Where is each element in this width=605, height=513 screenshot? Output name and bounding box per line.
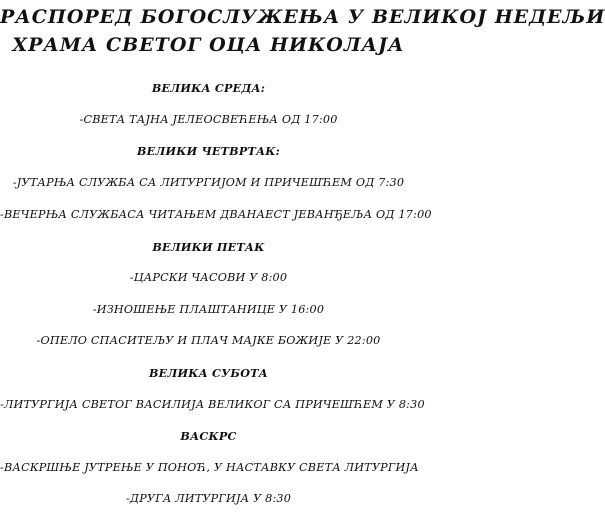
- schedule-item: -ЛИТУРГИЈА СВЕТОГ ВАСИЛИЈА ВЕЛИКОГ СА ПРИЧЕШЋЕМ У 8:30: [0, 398, 425, 411]
- schedule-item: -ИЗНОШЕЊЕ ПЛАШТАНИЦЕ У 16:00: [92, 303, 325, 316]
- day-heading-easter: ВАСКРС: [180, 429, 237, 443]
- schedule-item: -ДРУГА ЛИТУРГИЈА У 8:30: [125, 492, 292, 505]
- document-title-line-1: РАСПОРЕД БОГОСЛУЖЕЊА У ВЕЛИКОЈ НЕДЕЉИ: [0, 6, 605, 28]
- day-heading-saturday: ВЕЛИКА СУБОТА: [149, 366, 268, 380]
- day-heading-thursday: ВЕЛИКИ ЧЕТВРТАК:: [137, 144, 280, 158]
- schedule-item: -ЈУТАРЊА СЛУЖБА СА ЛИТУРГИЈОМ И ПРИЧЕШЋЕМ ОД 7:30: [12, 176, 405, 189]
- day-heading-friday: ВЕЛИКИ ПЕТАК: [152, 240, 265, 254]
- schedule-item: -ОПЕЛО СПАСИТЕЉУ И ПЛАЧ МАЈКЕ БОЖИЈЕ У 22:00: [36, 334, 381, 347]
- document-title-line-2: ХРАМА СВЕТОГ ОЦА НИКОЛАЈА: [12, 34, 405, 56]
- schedule-item: -ВЕЧЕРЊА СЛУЖБАСА ЧИТАЊЕМ ДВАНАЕСТ ЈЕВАНЂЕЉА ОД 17:00: [0, 208, 432, 221]
- day-heading-wednesday: ВЕЛИКА СРЕДА:: [151, 81, 266, 95]
- schedule-item: -ВАСКРШЊЕ ЈУТРЕЊЕ У ПОНОЋ, У НАСТАВКУ СВЕТА ЛИТУРГИЈА: [0, 461, 419, 474]
- schedule-item: -СВЕТА ТАЈНА ЈЕЛЕОСВЕЋЕЊА ОД 17:00: [79, 113, 338, 126]
- schedule-item: -ЦАРСКИ ЧАСОВИ У 8:00: [129, 271, 288, 284]
